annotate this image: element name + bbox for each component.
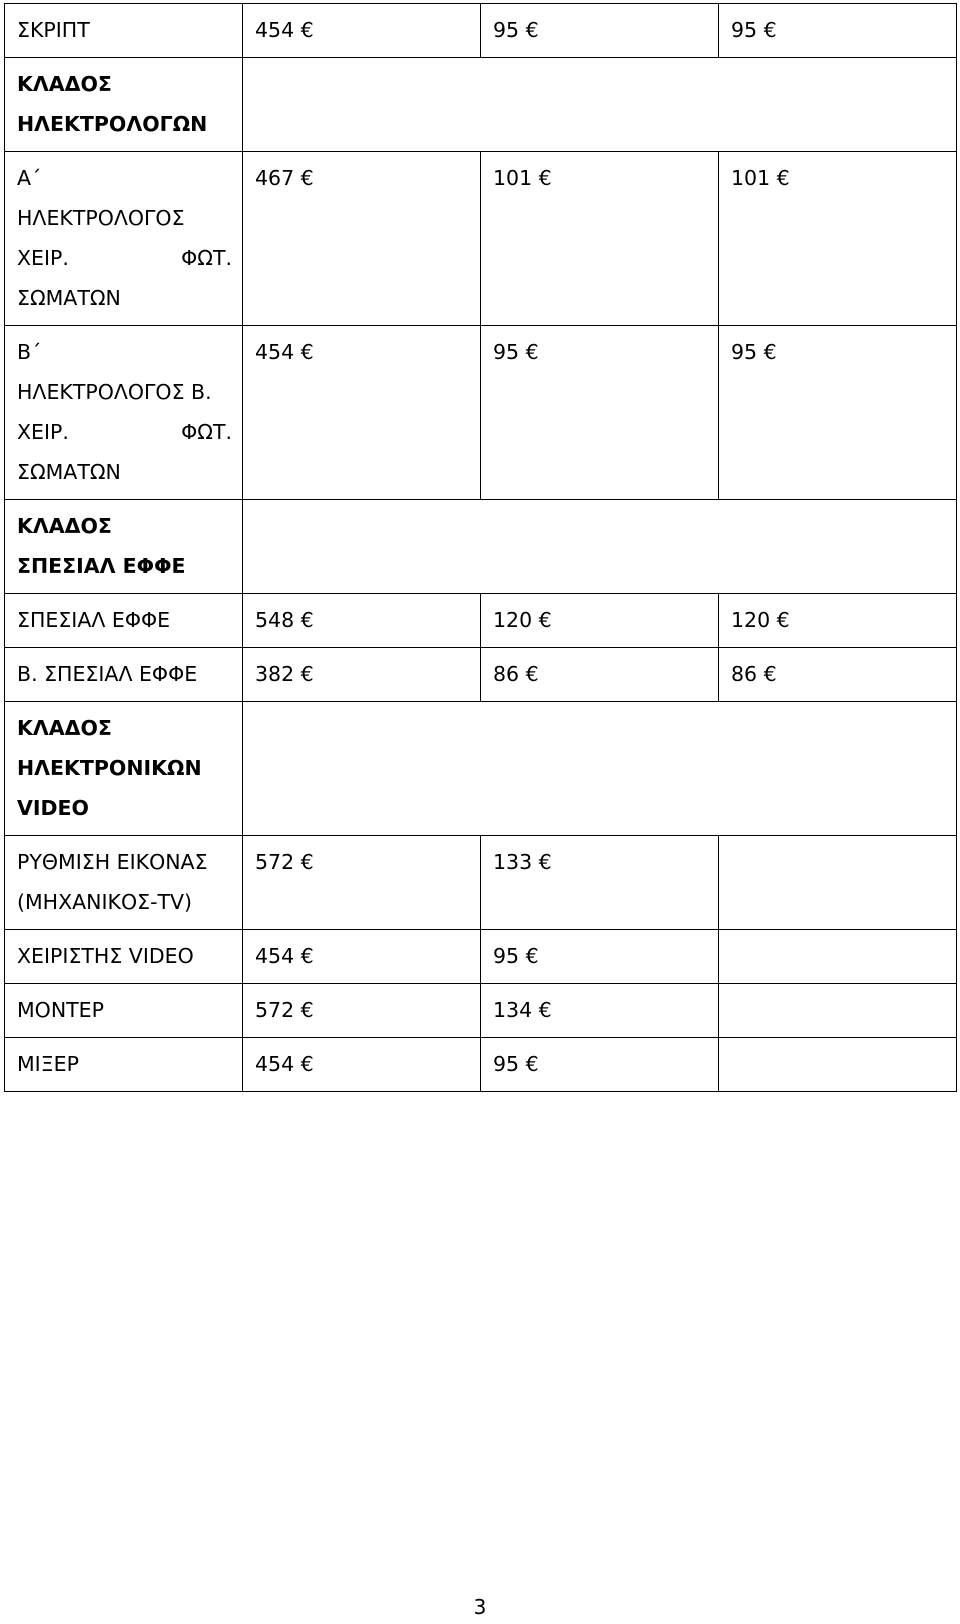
empty-cell (243, 500, 957, 594)
value-cell-2: 101 € (481, 152, 719, 326)
section-heading-line: ΚΛΑΔΟΣ (17, 716, 112, 740)
table-row (5, 4, 957, 58)
job-title-word: ΦΩΤ. (181, 420, 232, 444)
job-title-line: ΡΥΘΜΙΣΗ ΕΙΚΟΝΑΣ (17, 850, 208, 874)
page-number: 3 (473, 1595, 487, 1619)
value-cell-1: 572 € (243, 984, 481, 1038)
value-cell-3 (719, 1038, 957, 1092)
job-title-line: ΗΛΕΚΤΡΟΛΟΓΟΣ (17, 206, 185, 230)
job-title-line: Α΄ (17, 166, 42, 190)
job-title-word: ΧΕΙΡ. (17, 420, 69, 444)
table-row (5, 648, 957, 702)
value-cell-3: 86 € (719, 648, 957, 702)
job-title-cell (5, 152, 243, 326)
empty-cell (243, 702, 957, 836)
value-cell-1: 382 € (243, 648, 481, 702)
job-title-cell: ΣΚΡΙΠΤ (5, 4, 243, 58)
value-cell-1: 454 € (243, 4, 481, 58)
section-row (5, 58, 957, 152)
value-cell-1: 467 € (243, 152, 481, 326)
value-cell-3 (719, 836, 957, 930)
table-row (5, 326, 957, 500)
value-cell-2: 133 € (481, 836, 719, 930)
value-cell-3: 95 € (719, 4, 957, 58)
value-cell-3 (719, 930, 957, 984)
table-row (5, 930, 957, 984)
job-title-line: ΣΩΜΑΤΩΝ (17, 286, 121, 310)
job-title-word: ΦΩΤ. (181, 246, 232, 270)
job-title-word: ΧΕΙΡ. (17, 246, 69, 270)
section-heading-cell (5, 702, 243, 836)
value-cell-2: 95 € (481, 326, 719, 500)
job-title-cell: Β. ΣΠΕΣΙΑΛ ΕΦΦΕ (5, 648, 243, 702)
value-cell-1: 454 € (243, 930, 481, 984)
value-cell-3: 120 € (719, 594, 957, 648)
value-cell-3: 101 € (719, 152, 957, 326)
job-title-line: (ΜΗΧΑΝΙΚΟΣ-TV) (17, 890, 193, 914)
section-heading-line: ΚΛΑΔΟΣ (17, 514, 112, 538)
value-cell-1: 454 € (243, 326, 481, 500)
job-title-cell (5, 836, 243, 930)
job-title-line (17, 412, 232, 452)
table-row (5, 152, 957, 326)
section-heading-line: ΗΛΕΚΤΡΟΝΙΚΩΝ (17, 756, 202, 780)
value-cell-2: 120 € (481, 594, 719, 648)
section-heading-line: ΚΛΑΔΟΣ (17, 72, 112, 96)
wage-table (4, 3, 957, 1092)
value-cell-1: 548 € (243, 594, 481, 648)
section-row (5, 500, 957, 594)
section-heading-line: ΣΠΕΣΙΑΛ ΕΦΦΕ (17, 554, 186, 578)
job-title-line: ΗΛΕΚΤΡΟΛΟΓΟΣ Β. (17, 380, 212, 404)
section-row (5, 702, 957, 836)
section-heading-line: ΗΛΕΚΤΡΟΛΟΓΩΝ (17, 112, 208, 136)
job-title-cell: ΣΠΕΣΙΑΛ ΕΦΦΕ (5, 594, 243, 648)
job-title-cell: ΜΙΞΕΡ (5, 1038, 243, 1092)
job-title-line (17, 238, 232, 278)
job-title-cell: ΜΟΝΤΕΡ (5, 984, 243, 1038)
table-row (5, 594, 957, 648)
value-cell-2: 95 € (481, 1038, 719, 1092)
section-heading-cell (5, 58, 243, 152)
value-cell-2: 86 € (481, 648, 719, 702)
value-cell-2: 95 € (481, 930, 719, 984)
value-cell-3: 95 € (719, 326, 957, 500)
value-cell-1: 454 € (243, 1038, 481, 1092)
table-row (5, 984, 957, 1038)
section-heading-cell (5, 500, 243, 594)
job-title-cell: ΧΕΙΡΙΣΤΗΣ VIDEO (5, 930, 243, 984)
value-cell-2: 95 € (481, 4, 719, 58)
section-heading-line: VIDEO (17, 796, 89, 820)
empty-cell (243, 58, 957, 152)
value-cell-3 (719, 984, 957, 1038)
job-title-line: Β΄ (17, 340, 42, 364)
value-cell-2: 134 € (481, 984, 719, 1038)
value-cell-1: 572 € (243, 836, 481, 930)
table-row (5, 836, 957, 930)
job-title-line: ΣΩΜΑΤΩΝ (17, 460, 121, 484)
job-title-cell (5, 326, 243, 500)
table-row (5, 1038, 957, 1092)
